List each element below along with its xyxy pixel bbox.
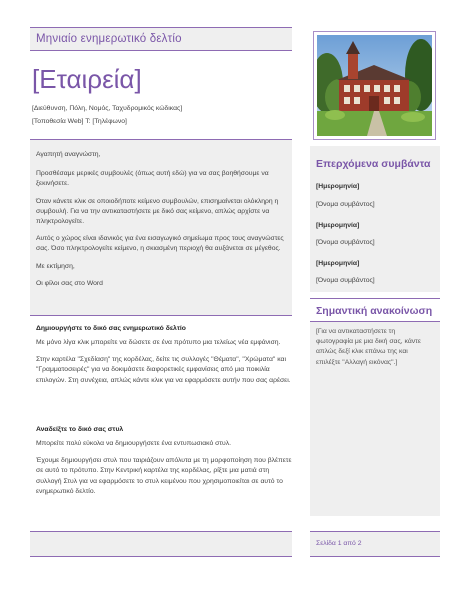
footer-right-bottom-rule [310, 556, 440, 557]
announce-text: [Για να αντικαταστήσετε τη φωτογραφία με μια δική σας, κάντε απλώς δεξί κλικ επάνω της και επιλέξτε "Αλλαγή εικόνας".] [316, 328, 421, 366]
schoolhouse-photo [317, 35, 432, 136]
event-name: [Όνομα συμβάντος] [316, 239, 375, 246]
article-paragraph: Στην καρτέλα "Σχεδίαση" της κορδέλας, δείτε τις συλλογές "Θέματα", "Χρώματα" και "Γραμματοσειρές" για να δοκιμάσετε διαφορετικές εμφανίσεις από μια ποικιλία επιλογών. Στη συνέχεια, απλώς κάντε κλικ για να εφαρμόσετε αυτήν που σας αρέσει. [36, 356, 291, 384]
announce-heading: Σημαντική ανακοίνωση [316, 305, 433, 317]
header-bottom-rule [30, 50, 292, 51]
footer-left-bottom-rule [30, 556, 292, 557]
letter-greeting: Αγαπητή αναγνώστη, [36, 151, 101, 158]
events-panel [310, 146, 440, 292]
event-name: [Όνομα συμβάντος] [316, 277, 375, 284]
letter-signature: Οι φίλοι σας στο Word [36, 279, 103, 287]
article-style [36, 426, 292, 504]
letter-paragraph: Αυτός ο χώρος είναι ιδανικός για ένα εισαγωγικό σημείωμα προς τους αναγνώστες σας. Όσο πληκτρολογείτε κείμενο, η σκιασμένη περιοχή θα αυξάνεται σε μέγεθος. [36, 235, 284, 253]
footer-right-band [310, 532, 440, 556]
contact-text: [Τοποθεσία Web] Τ: [Τηλέφωνο] [32, 118, 127, 125]
events-heading: Επερχόμενα συμβάντα [316, 158, 431, 170]
event-date: [Ημερομηνία] [316, 222, 360, 229]
photo-frame[interactable] [313, 31, 436, 140]
newsletter-title: Μηνιαίο ενημερωτικό δελτίο [36, 33, 182, 45]
event-name: [Όνομα συμβάντος] [316, 201, 375, 208]
address-text: [Διεύθυνση, Πόλη, Νομός, Ταχυδρομικός κώδικας] [32, 105, 183, 112]
article-heading: Δημιουργήστε το δικό σας ενημερωτικό δελτίο [36, 325, 186, 332]
company-name: [Εταιρεία] [32, 64, 142, 94]
letter-paragraph: Προσθέσαμε μερικές συμβουλές (όπως αυτή εδώ) για να σας βοηθήσουμε να ξεκινήσετε. [36, 170, 269, 188]
letter-panel [30, 140, 292, 315]
letter-closing: Με εκτίμηση, [36, 262, 75, 270]
article-paragraph: Έχουμε δημιουργήσει στυλ που ταιριάζουν απόλυτα με τη μορφοποίηση που βλέπετε σε αυτό το πρότυπο. Στην Κεντρική καρτέλα της κορδέλας, ρίξτε μια ματιά στη συλλογή Στυλ για να εφαρμόσετε το στυλ κειμένου που χρησιμοποιείται σε αυτό το ενημερωτικό δελτίο. [36, 457, 292, 495]
letter-bottom-rule [30, 315, 292, 316]
event-date: [Ημερομηνία] [316, 183, 360, 190]
letter-paragraph: Όταν κάνετε κλικ σε οποιοδήποτε κείμενο συμβουλών, επισημαίνεται ολόκληρη η συμβουλή. Για να την αντικαταστήσετε με δικό σας κείμενο, απλώς αρχίστε να πληκτρολογείτε. [36, 197, 279, 226]
footer-left-band [30, 532, 292, 556]
article-paragraph: Με μόνο λίγα κλικ μπορείτε να δώσετε σε ένα πρότυπο μια τελείως νέα εμφάνιση. [36, 339, 281, 346]
article-paragraph: Μπορείτε πολύ εύκολα να δημιουργήσετε ένα εντυπωσιακό στυλ. [36, 440, 232, 447]
page-number: Σελίδα 1 από 2 [316, 540, 362, 547]
article-create [36, 325, 292, 393]
announce-top-rule [310, 298, 440, 299]
article-heading: Αναδείξτε το δικό σας στυλ [36, 426, 124, 433]
announce-panel [310, 322, 440, 516]
event-date: [Ημερομηνία] [316, 260, 360, 267]
header-banner [30, 28, 292, 50]
